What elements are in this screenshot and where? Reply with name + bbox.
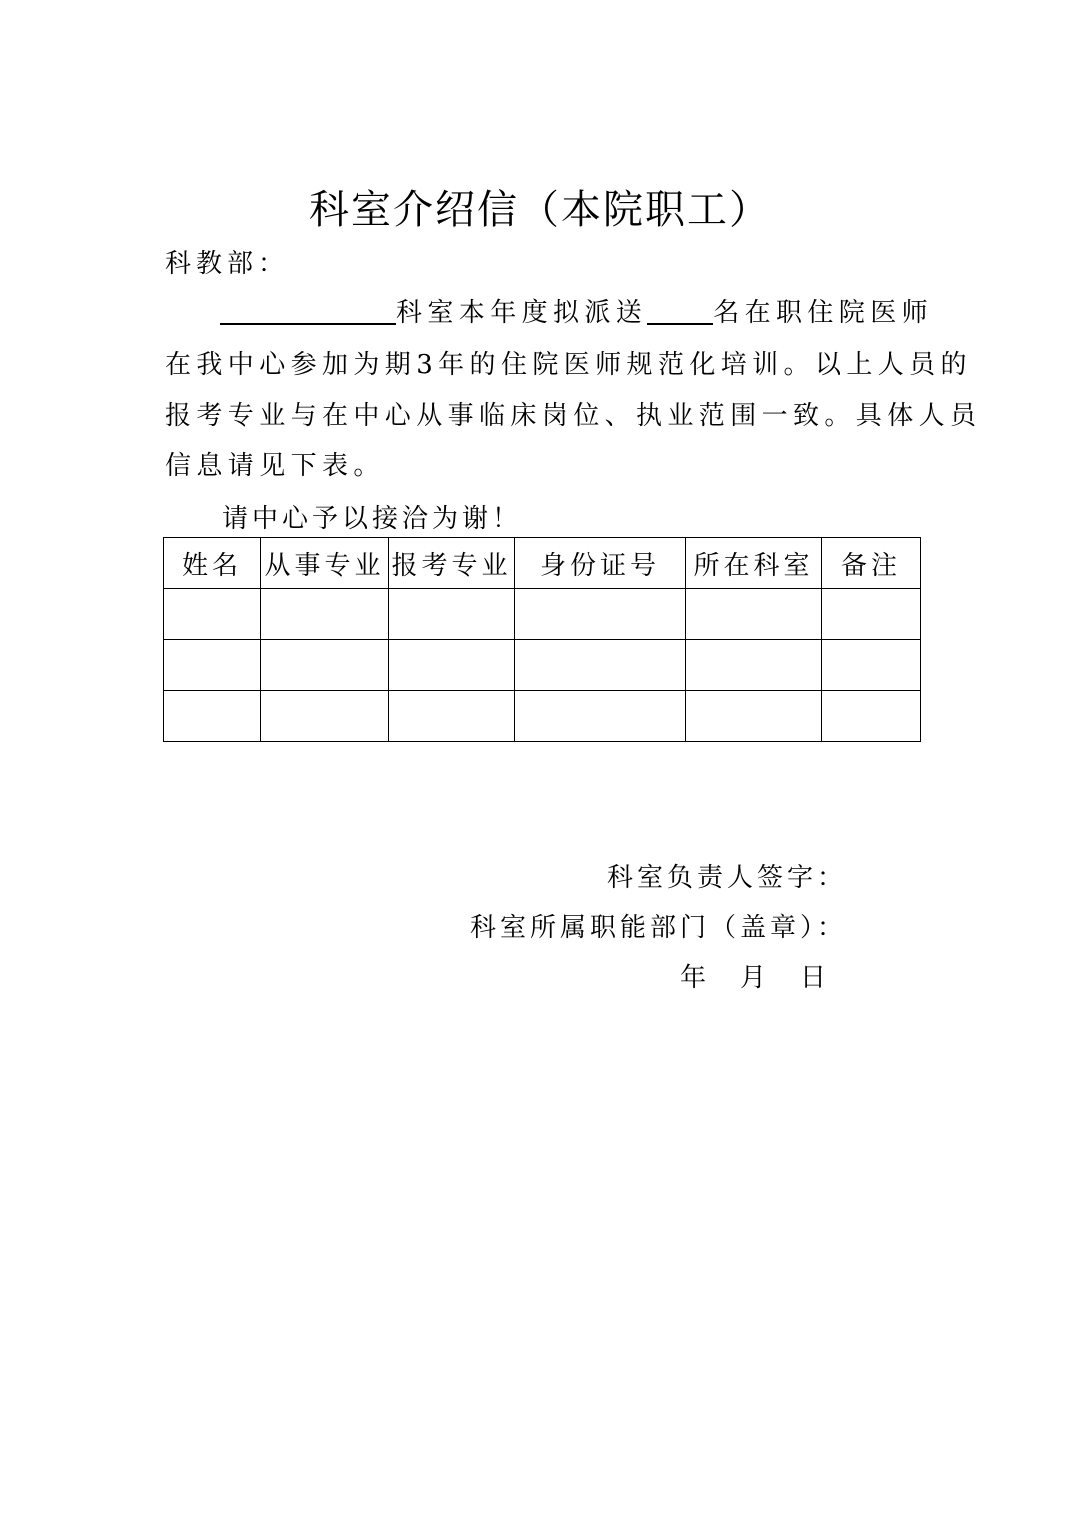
date-year-label: 年: [680, 963, 707, 993]
table-row: [164, 691, 921, 742]
header-remarks: 备注: [822, 538, 921, 589]
table-cell[interactable]: [822, 589, 921, 640]
table-cell[interactable]: [164, 640, 261, 691]
table-cell[interactable]: [822, 691, 921, 742]
paragraph-line-3: 报考专业与在中心从事临床岗位、执业范围一致。具体人员: [165, 401, 982, 431]
table-cell[interactable]: [686, 640, 822, 691]
table-cell[interactable]: [515, 640, 686, 691]
document-title: 科室介绍信（本院职工）: [309, 187, 771, 233]
functional-department-stamp-label: 科室所属职能部门（盖章）：: [470, 913, 848, 943]
staff-info-table: [163, 537, 921, 742]
table-cell[interactable]: [164, 589, 261, 640]
header-department: 所在科室: [686, 538, 822, 589]
department-blank-field[interactable]: [220, 293, 396, 325]
count-blank-field[interactable]: [647, 293, 713, 325]
closing-line: 请中心予以接洽为谢！: [222, 504, 523, 534]
table-cell[interactable]: [515, 691, 686, 742]
header-id-number: 身份证号: [515, 538, 686, 589]
table-cell[interactable]: [261, 691, 389, 742]
table-row: [164, 589, 921, 640]
table-cell[interactable]: [515, 589, 686, 640]
table-cell[interactable]: [389, 691, 515, 742]
table-cell[interactable]: [686, 589, 822, 640]
paragraph-line-1-text-b: 名在职住院医师: [713, 298, 934, 328]
table-cell[interactable]: [389, 589, 515, 640]
header-applied-specialty: 报考专业: [389, 538, 515, 589]
paragraph-line-4: 信息请见下表。: [165, 451, 385, 481]
date-month-label: 月: [740, 963, 767, 993]
table-cell[interactable]: [164, 691, 261, 742]
paragraph-line-2: 在我中心参加为期3年的住院医师规范化培训。以上人员的: [165, 350, 972, 380]
table-cell[interactable]: [686, 691, 822, 742]
signature-date: [680, 958, 826, 998]
table-row: [164, 640, 921, 691]
salutation: 科教部：: [165, 249, 290, 279]
header-name: 姓名: [164, 538, 261, 589]
date-day-label: 日: [800, 963, 827, 993]
table-cell[interactable]: [822, 640, 921, 691]
paragraph-line-1: [220, 293, 933, 333]
department-head-signature-label: 科室负责人签字：: [607, 863, 848, 893]
header-current-specialty: 从事专业: [261, 538, 389, 589]
paragraph-line-1-text-a: 科室本年度拟派送: [396, 298, 648, 328]
table-cell[interactable]: [261, 640, 389, 691]
table-cell[interactable]: [261, 589, 389, 640]
table-cell[interactable]: [389, 640, 515, 691]
table-header-row: [164, 538, 921, 589]
